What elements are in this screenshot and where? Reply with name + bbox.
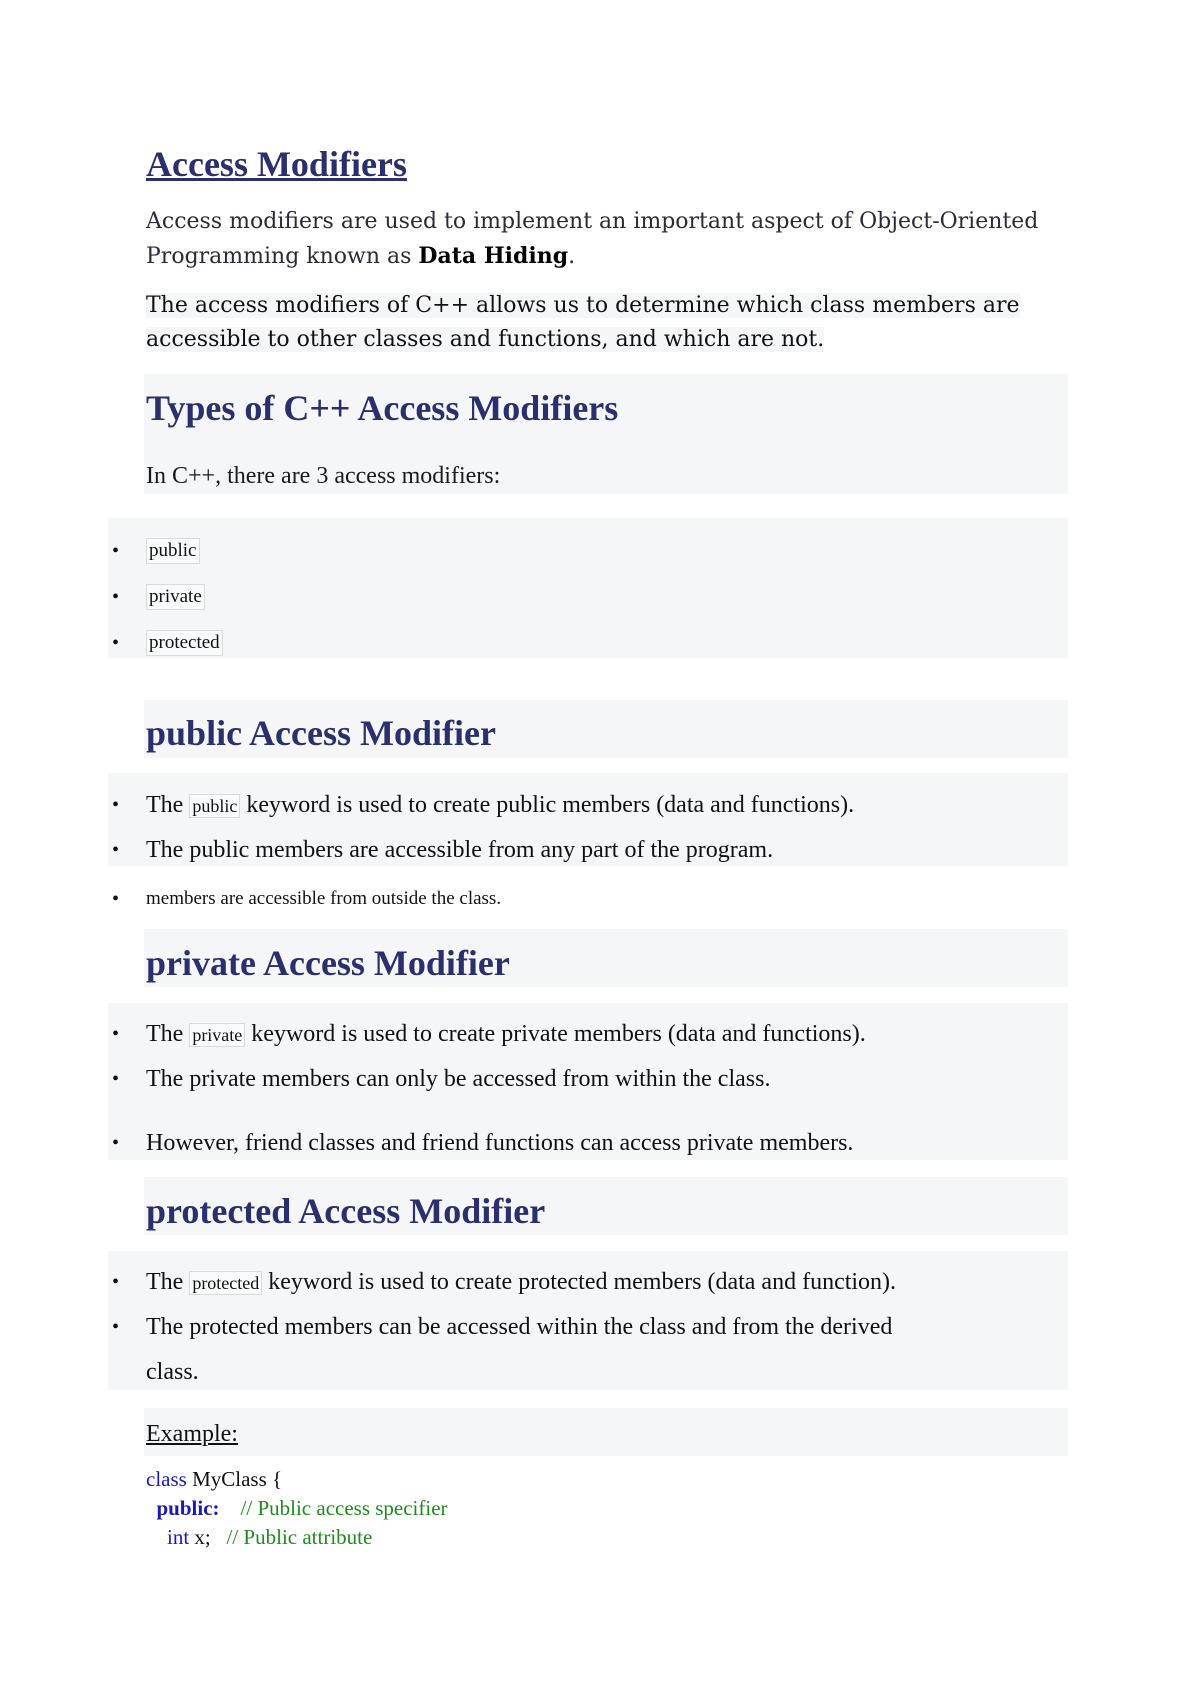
list-text: The private members can only be accessed from within the class. <box>146 1066 771 1092</box>
list-item <box>146 828 854 873</box>
list-item <box>146 1305 896 1395</box>
code-keyword: private <box>189 1023 245 1047</box>
code-keyword: protected <box>146 630 223 656</box>
list-item <box>146 620 223 666</box>
code-text: x; <box>189 1525 211 1549</box>
list-item <box>146 1012 866 1057</box>
intro-paragraph <box>146 205 1046 274</box>
types-heading: Types of C++ Access Modifiers <box>146 388 619 428</box>
list-text: The <box>146 1269 190 1295</box>
code-line <box>146 1523 448 1552</box>
intro-bold-term: Data Hiding <box>418 243 569 269</box>
list-item <box>146 884 501 914</box>
example-band <box>144 1408 1068 1456</box>
types-list-band <box>108 518 1068 658</box>
code-line <box>146 1465 448 1494</box>
list-text: keyword is used to create private members (data and functions). <box>245 1021 866 1047</box>
list-text: class. <box>146 1359 199 1385</box>
public-extra-list <box>146 884 501 914</box>
protected-heading: protected Access Modifier <box>146 1191 546 1231</box>
code-comment: // Public attribute <box>226 1525 373 1549</box>
list-item <box>146 1260 896 1305</box>
example-label: Example: <box>146 1421 238 1447</box>
code-keyword: public <box>146 538 200 564</box>
list-item <box>146 574 223 620</box>
list-text: members are accessible from outside the class. <box>146 888 502 909</box>
code-keyword: int <box>167 1525 190 1549</box>
page-title: Access Modifiers <box>146 144 407 184</box>
list-text: keyword is used to create protected members (data and function). <box>262 1269 897 1295</box>
code-text: MyClass { <box>186 1467 283 1491</box>
private-list <box>146 1012 866 1166</box>
private-heading: private Access Modifier <box>146 943 510 983</box>
intro-2-text: The access modifiers of C++ allows us to determine which class members are accessible to other classes and functions, and which are not. <box>146 293 1020 352</box>
intro-text-end: . <box>568 244 576 269</box>
list-item <box>146 1057 866 1102</box>
code-keyword: public: <box>156 1496 220 1520</box>
code-keyword: private <box>146 584 205 610</box>
code-keyword: protected <box>189 1271 262 1295</box>
public-heading: public Access Modifier <box>146 713 496 753</box>
code-block <box>146 1465 448 1552</box>
code-keyword: public <box>189 794 240 818</box>
public-list <box>146 783 854 873</box>
types-subtitle: In C++, there are 3 access modifiers: <box>146 463 501 489</box>
code-line <box>146 1494 448 1523</box>
list-text: The <box>146 1021 190 1047</box>
types-list <box>146 528 223 666</box>
intro-paragraph-2 <box>146 289 1046 357</box>
list-text: The <box>146 792 190 818</box>
code-comment: // Public access specifier <box>240 1496 448 1520</box>
list-item <box>146 528 223 574</box>
list-item <box>146 1121 866 1166</box>
code-keyword: class <box>146 1467 187 1491</box>
list-text: keyword is used to create public members (data and functions). <box>240 792 855 818</box>
list-item <box>146 783 854 828</box>
list-text: The protected members can be accessed within the class and from the derived <box>146 1314 893 1340</box>
intro-text: Access modifiers are used to implement an important aspect of Object-Oriented Programming known as <box>146 209 1039 269</box>
protected-list <box>146 1260 896 1395</box>
list-text: However, friend classes and friend functions can access private members. <box>146 1130 854 1156</box>
list-text: The public members are accessible from any part of the program. <box>146 837 774 863</box>
